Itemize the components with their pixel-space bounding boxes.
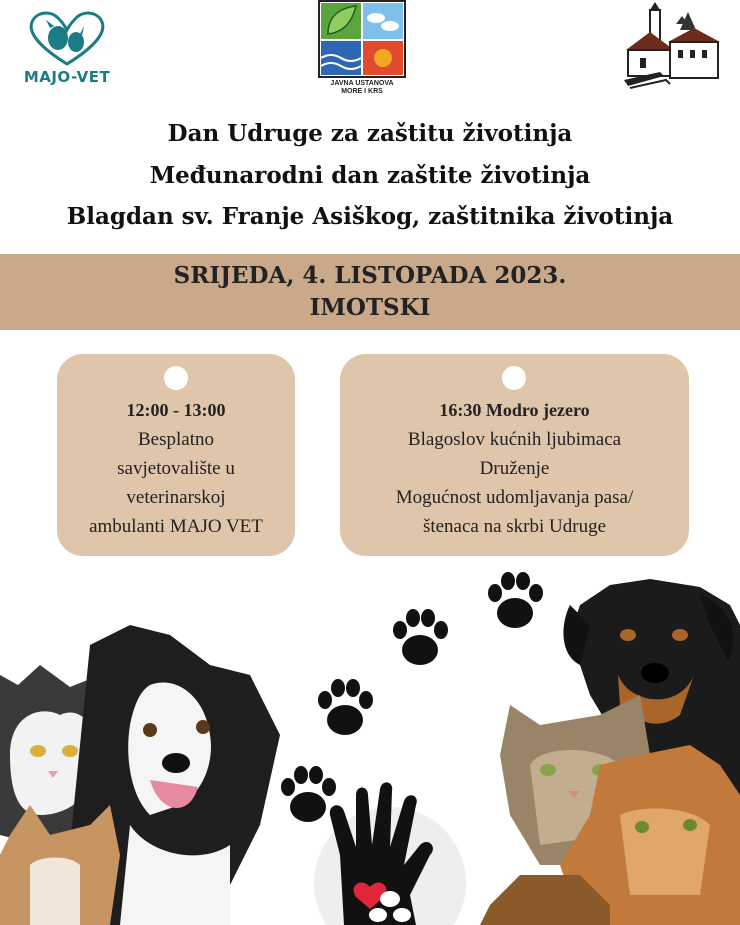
institution-line1: JAVNA USTANOVA — [330, 80, 394, 87]
card-dot — [164, 366, 188, 390]
vet-name: MAJO-VET — [23, 68, 111, 86]
card-time: 16:30 Modro jezero — [439, 400, 590, 420]
majo-vet-logo — [18, 6, 116, 92]
card-line: Mogućnost udomljavanja pasa/ — [395, 487, 634, 508]
schedule-card-afternoon — [340, 354, 689, 556]
card-line: Blagoslov kućnih ljubimaca — [407, 429, 622, 450]
paw-print-icon — [281, 766, 336, 822]
card-line: veterinarskoj — [126, 487, 226, 508]
heading-line2: Međunarodni dan zaštite životinja — [149, 162, 591, 189]
card-dot — [502, 366, 526, 390]
hand-heart-icon — [314, 782, 466, 925]
card-line: štenaca na skrbi Udruge — [422, 516, 607, 537]
schedule-card-morning — [57, 354, 295, 556]
card-line: ambulanti MAJO VET — [89, 516, 263, 537]
javna-ustanova-logo — [318, 0, 406, 108]
imotski-town-logo — [620, 2, 724, 90]
heading-line1: Dan Udruge za zaštitu životinja — [167, 120, 573, 147]
date-band — [0, 254, 740, 330]
heading-line3: Blagdan sv. Franje Asiškog, zaštitnika životinja — [66, 203, 674, 230]
card-line: Druženje — [479, 458, 550, 479]
card-time: 12:00 - 13:00 — [126, 400, 226, 420]
card-line: Besplatno — [138, 429, 214, 450]
pets-illustration — [0, 565, 740, 925]
paw-print-icon — [488, 572, 543, 628]
card-line: savjetovalište u — [117, 458, 235, 479]
institution-line2: MORE I KRS — [341, 88, 383, 95]
paw-print-icon — [393, 609, 448, 665]
paw-print-icon — [318, 679, 373, 735]
event-place: IMOTSKI — [309, 294, 431, 321]
event-date: SRIJEDA, 4. LISTOPADA 2023. — [173, 262, 567, 289]
